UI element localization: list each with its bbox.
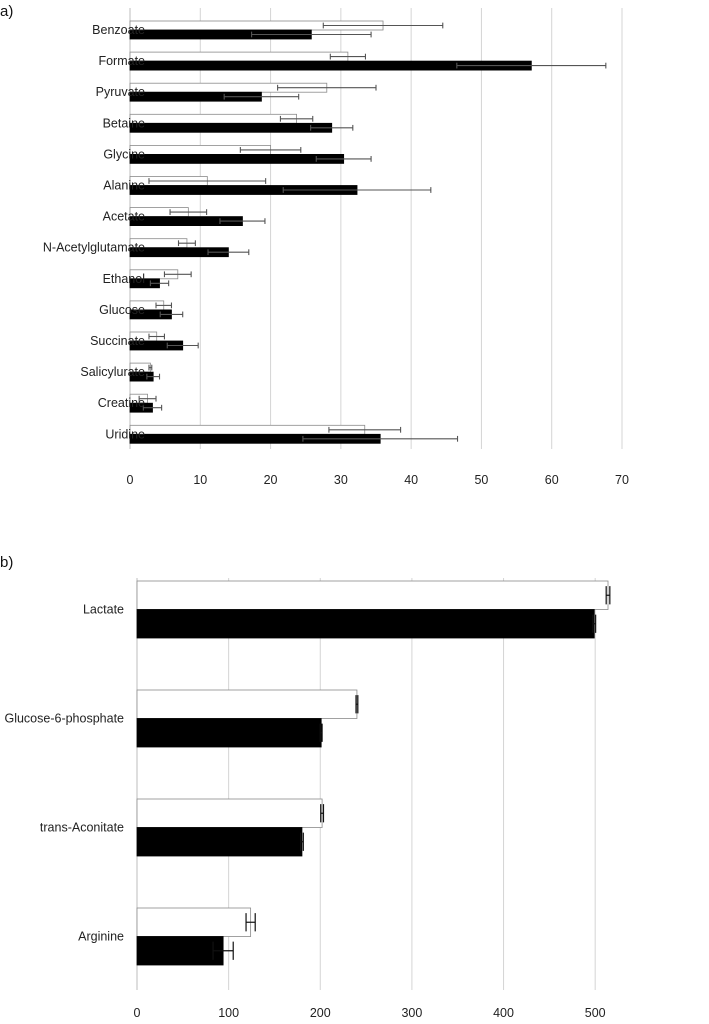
panel-b <box>0 554 610 1020</box>
category-label: trans-Aconitate <box>39 820 124 835</box>
category-label: Alanine <box>103 178 145 193</box>
open-bar-glucose-6-phosphate <box>137 690 357 719</box>
category-label: Uridine <box>105 427 145 442</box>
category-label: Benzoate <box>92 23 145 37</box>
x-tick-label: 30 <box>333 473 348 487</box>
category-label: Glucose <box>99 302 145 317</box>
panel-a-grid <box>130 8 622 449</box>
filled-bar-betaine <box>130 123 332 132</box>
category-label: Glycine <box>103 147 145 162</box>
filled-bar-lactate <box>137 610 594 639</box>
category-label: Pyruvate <box>95 85 145 100</box>
x-tick-label: 0 <box>133 1006 141 1020</box>
panel-b-tick-labels <box>134 1006 606 1020</box>
open-bar-arginine <box>137 908 251 937</box>
category-label: Betaine <box>102 116 145 131</box>
x-tick-label: 300 <box>401 1006 423 1020</box>
panel-b-label: b) <box>0 554 14 571</box>
open-bar-formate <box>130 52 348 61</box>
open-bar-trans-aconitate <box>137 799 322 828</box>
x-tick-label: 40 <box>404 473 419 487</box>
x-tick-label: 200 <box>309 1006 331 1020</box>
x-tick-label: 400 <box>493 1006 514 1020</box>
panel-b-category-labels <box>4 603 124 944</box>
filled-bar-trans-aconitate <box>137 828 302 857</box>
x-tick-label: 50 <box>474 473 489 487</box>
category-label: N-Acetylglutamate <box>42 240 145 255</box>
x-tick-label: 500 <box>584 1006 606 1020</box>
category-label: Acetate <box>102 209 145 224</box>
panel-b-bars <box>137 581 610 965</box>
category-label: Salicylurate <box>80 365 145 380</box>
category-label: Lactate <box>82 602 124 617</box>
category-label: Creatine <box>97 396 145 411</box>
panel-a-label: a) <box>0 3 14 20</box>
filled-bar-glucose-6-phosphate <box>137 719 321 748</box>
x-tick-label: 20 <box>263 473 278 487</box>
panel-a-bars <box>130 21 606 443</box>
filled-bar-glycine <box>130 154 344 163</box>
x-tick-label: 10 <box>193 473 208 487</box>
x-tick-label: 70 <box>615 473 629 487</box>
open-bar-betaine <box>130 114 297 123</box>
category-label: Succinate <box>90 334 145 348</box>
open-bar-lactate <box>137 581 608 610</box>
x-tick-label: 0 <box>126 473 134 487</box>
filled-bar-arginine <box>137 937 223 966</box>
category-label: Arginine <box>78 929 124 944</box>
panel-a-tick-labels <box>127 473 629 487</box>
category-label: Formate <box>98 54 145 69</box>
category-label: Ethanol <box>102 271 145 286</box>
x-tick-label: 60 <box>544 473 559 487</box>
category-label: Glucose-6-phosphate <box>4 711 124 726</box>
x-tick-label: 100 <box>218 1006 240 1020</box>
panel-a <box>0 3 629 487</box>
